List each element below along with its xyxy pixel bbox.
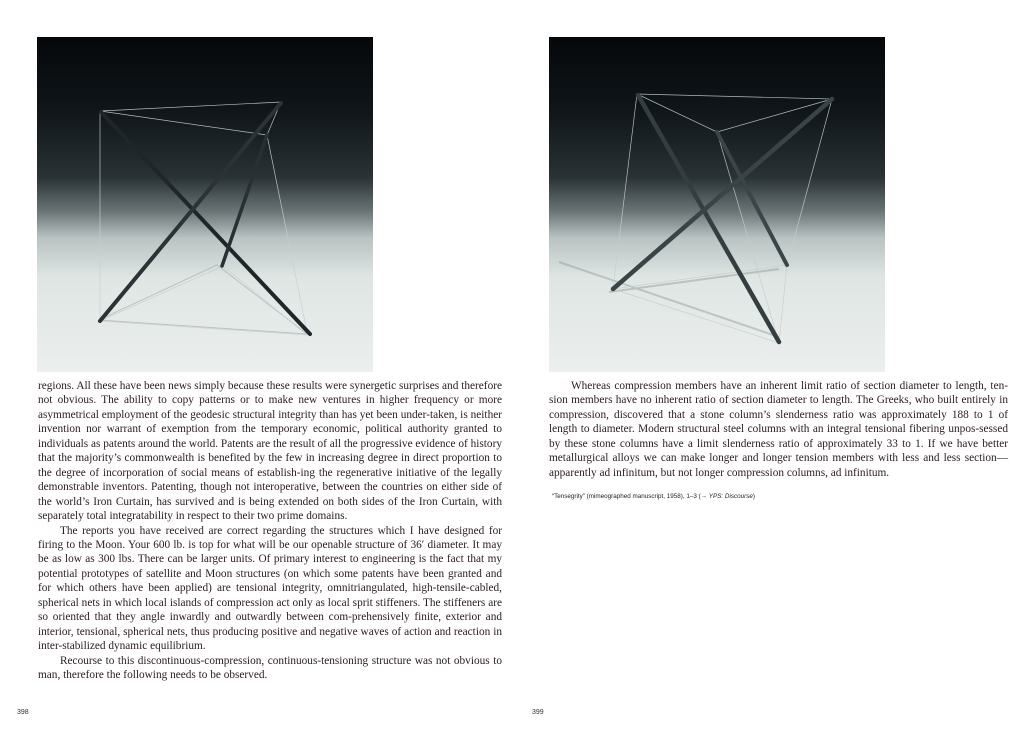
caption-end: ) <box>752 493 755 500</box>
tensegrity-photo-right <box>549 37 885 372</box>
source-caption <box>552 493 755 500</box>
tensegrity-structure-image <box>37 37 373 372</box>
caption-italic: YPS: Discourse <box>708 493 753 500</box>
paragraph: Recourse to this discontinuous-compression, continuous-tensioning structure was not obvious to man, therefore the following needs to be observed. <box>38 654 502 682</box>
body-text-right <box>549 379 1008 480</box>
tensegrity-structure-image <box>549 37 885 372</box>
caption-text: “Tensegrity” (mimeographed manuscript, 1958), 1–3 (→ <box>552 493 709 500</box>
page-number: 398 <box>17 709 29 716</box>
paragraph: The reports you have received are correct regarding the structures which I have designed for firing to the Moon. Your 600 lb. is top for what will be our openable structure of 36′ diameter. It may be as low as 300 lbs. There can be larger units. Of primary interest to engineering is the fact that my potential prototypes of satellite and Moon structures (on which some patents have been granted and for which others have been applied) are tensional integrity, omnitriangulated, high-tensile-cabled, spherical nets in which local islands of compression act only as local sprit stiffeners. The stiffeners are so oriented that they angle inwardly and outwardly between com-prehensively finite, exterior and interior, tensional, spherical nets, thus producing positive and negative waves of action and reaction in inter-stabilized dynamic equilibrium. <box>38 524 502 653</box>
page-number: 399 <box>532 709 544 716</box>
tensegrity-photo-left <box>37 37 373 372</box>
paragraph: Whereas compression members have an inherent limit ratio of section diameter to length, ten-sion members have no inherent ratio of section diameter to length. The Greeks, who built entirely in compression, discovered that a stone column’s slenderness ratio was approximately 188 to 1 of length to diameter. Modern structural steel columns with an integral tensional fibering unpos-sessed by these stone columns have a limit slenderness ratio of approximately 33 to 1. If we have better metallurgical alloys we can make longer and longer tension members with less and less section—apparently ad infinitum, but not longer compression columns, ad infinitum. <box>549 380 1008 479</box>
body-text-left <box>38 379 502 683</box>
paragraph: regions. All these have been news simply because these results were synergetic surprises and therefore not obvious. The ability to copy patterns or to make new ventures in higher frequency or more asymmetrical employment of the geodesic structural integrity than has yet been under-taken, is neither invention nor warrant of exemption from the temporary economic, political authority granted to individuals as patents around the world. Patents are the result of all the progressive evidence of history that the majority’s commonwealth is benefited by the few in increasing degree in direct proportion to the degree of incorporation of social means of establish-ing the regenerative initiative of the legally demonstrable inventors. Patenting, though not interoperative, between the countries on either side of the world’s Iron Curtain, has survived and is being extended on both sides of the Iron Curtain, with separately total integratability in respect to their two prime domains. <box>38 380 502 523</box>
right-page <box>512 0 1024 745</box>
